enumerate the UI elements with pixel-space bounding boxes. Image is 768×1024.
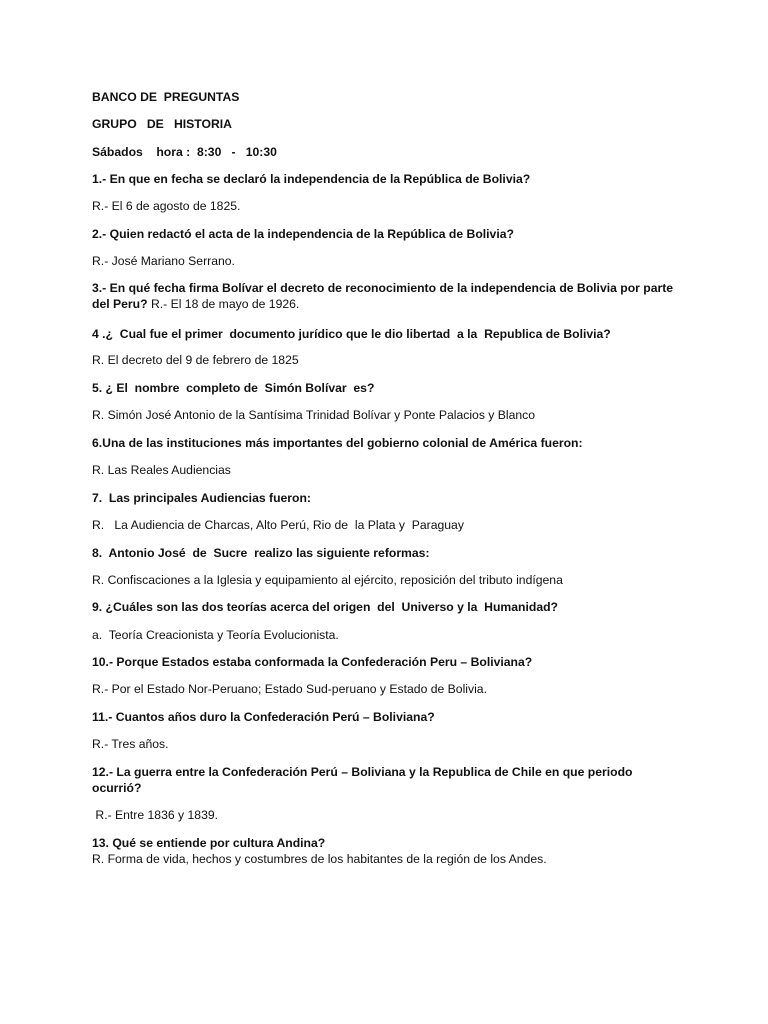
- answer-8: R. Confiscaciones a la Iglesia y equipamiento al ejército, reposición del tributo indígena: [92, 573, 563, 587]
- document-title: BANCO DE PREGUNTAS: [92, 90, 240, 104]
- question-3: 3.- En qué fecha firma Bolívar el decreto de reconocimiento de la independencia de Bolivia por parte del Peru?: [92, 281, 674, 311]
- answer-3: R.- El 18 de mayo de 1926.: [150, 297, 300, 311]
- answer-12: R.- Entre 1836 y 1839.: [92, 808, 219, 822]
- question-1: 1.- En que en fecha se declaró la independencia de la República de Bolivia?: [92, 172, 531, 186]
- question-8: 8. Antonio José de Sucre realizo las siguiente reformas:: [92, 546, 430, 560]
- answer-10: R.- Por el Estado Nor-Peruano; Estado Sud-peruano y Estado de Bolivia.: [92, 682, 487, 696]
- answer-9: a. Teoría Creacionista y Teoría Evolucionista.: [92, 628, 339, 642]
- question-13: 13. Qué se entiende por cultura Andina?: [92, 836, 326, 850]
- answer-2: R.- José Mariano Serrano.: [92, 254, 235, 268]
- question-9: 9. ¿Cuáles son las dos teorías acerca del origen del Universo y la Humanidad?: [92, 600, 558, 614]
- group-heading: GRUPO DE HISTORIA: [92, 117, 232, 131]
- question-11: 11.- Cuantos años duro la Confederación Perú – Boliviana?: [92, 710, 435, 724]
- question-10: 10.- Porque Estados estaba conformada la Confederación Peru – Boliviana?: [92, 655, 533, 669]
- answer-5: R. Simón José Antonio de la Santísima Trinidad Bolívar y Ponte Palacios y Blanco: [92, 408, 536, 422]
- question-4: 4 .¿ Cual fue el primer documento jurídico que le dio libertad a la Republica de Bolivia?: [92, 327, 611, 341]
- question-6: 6.Una de las instituciones más importantes del gobierno colonial de América fueron:: [92, 436, 583, 450]
- answer-1: R.- El 6 de agosto de 1825.: [92, 199, 241, 213]
- answer-13: R. Forma de vida, hechos y costumbres de los habitantes de la región de los Andes.: [92, 852, 547, 866]
- question-12: 12.- La guerra entre la Confederación Perú – Boliviana y la Republica de Chile en que periodo ocurrió?: [92, 765, 633, 795]
- answer-4: R. El decreto del 9 de febrero de 1825: [92, 353, 299, 367]
- answer-6: R. Las Reales Audiencias: [92, 463, 231, 477]
- question-2: 2.- Quien redactó el acta de la independencia de la República de Bolivia?: [92, 227, 514, 241]
- question-5: 5. ¿ El nombre completo de Simón Bolívar es?: [92, 381, 375, 395]
- question-3-block: [92, 280, 682, 312]
- answer-11: R.- Tres años.: [92, 737, 169, 751]
- schedule-line: Sábados hora : 8:30 - 10:30: [92, 145, 277, 159]
- question-7: 7. Las principales Audiencias fueron:: [92, 491, 311, 505]
- answer-7: R. La Audiencia de Charcas, Alto Perú, Rio de la Plata y Paraguay: [92, 518, 464, 532]
